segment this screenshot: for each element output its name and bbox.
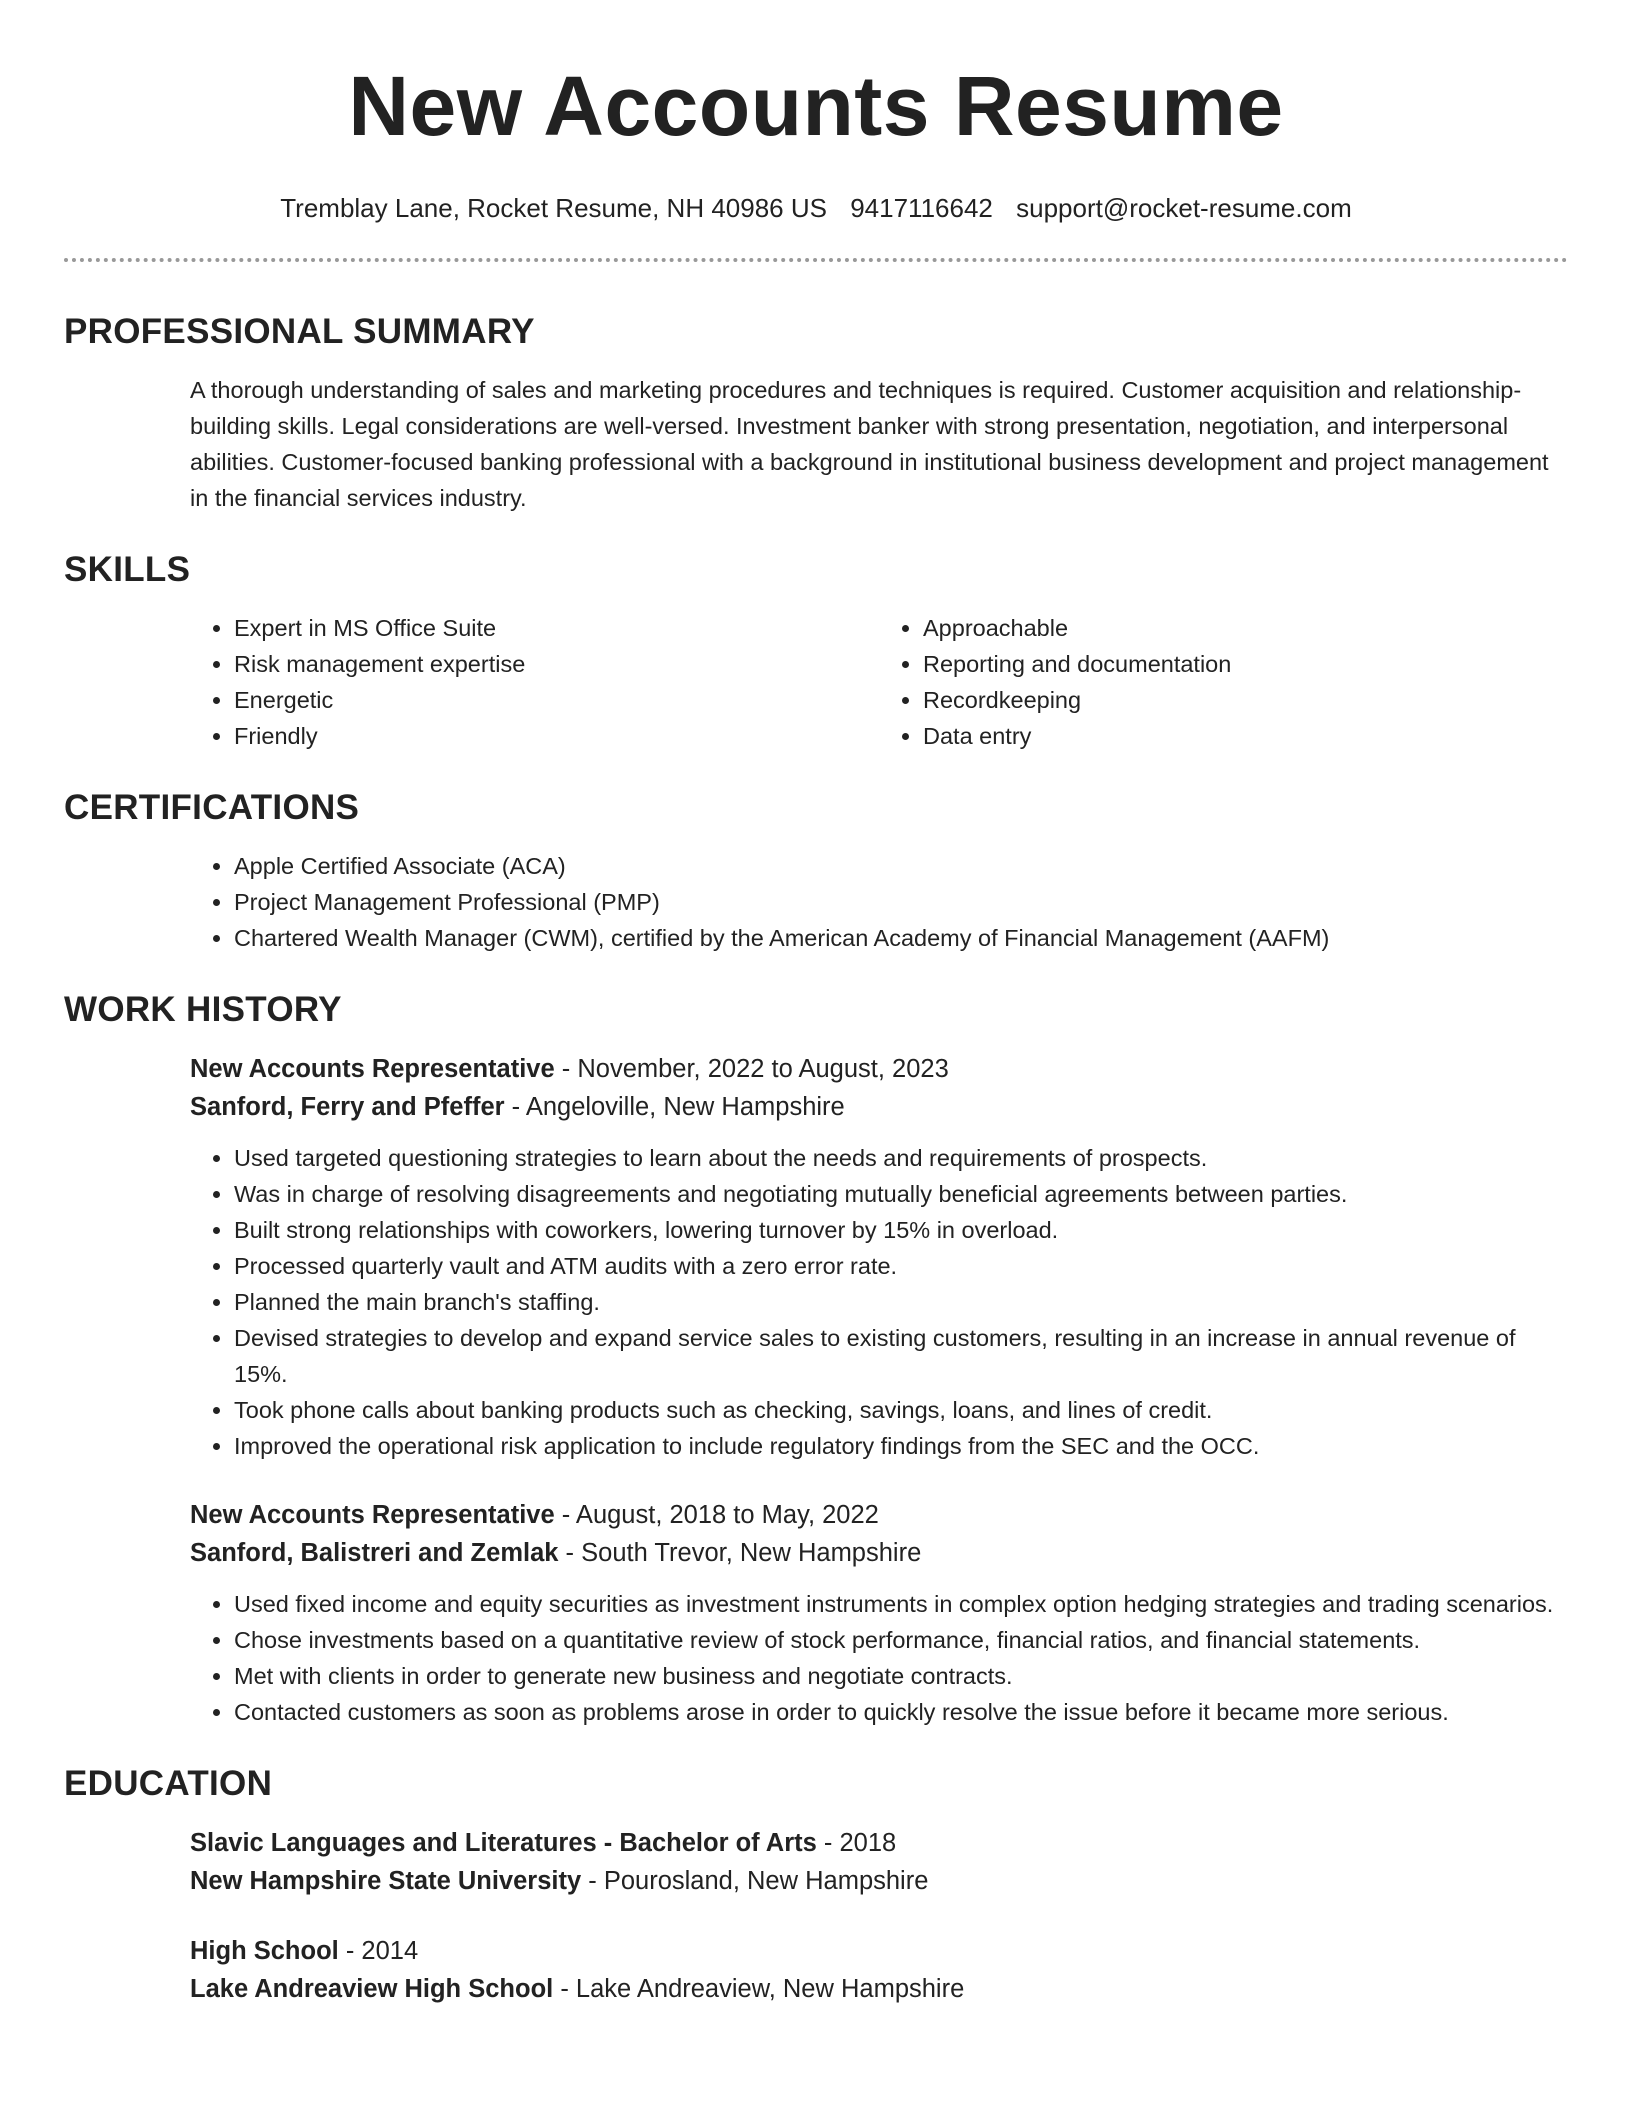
education-section xyxy=(64,1762,1568,2008)
job-title-line xyxy=(190,1050,1568,1088)
job-title-line xyxy=(190,1496,1568,1534)
job-company: Sanford, Balistreri and Zemlak xyxy=(190,1539,559,1567)
education-location: - Pourosland, New Hampshire xyxy=(588,1867,929,1895)
work-section xyxy=(64,988,1568,1730)
job-dates: - November, 2022 to August, 2023 xyxy=(561,1055,949,1083)
summary-text: A thorough understanding of sales and marketing procedures and techniques is required. Customer acquisition and relationship-building skills. Legal considerations are well-versed. Investment banker with strong presentation, negotiation, and interpersonal abilities. Customer-focused banking professional with a background in institutional business development and project management in the financial services industry. xyxy=(190,377,1549,511)
summary-section xyxy=(64,310,1568,516)
contact-phone: 9417116642 xyxy=(850,193,993,223)
header-divider xyxy=(64,258,1568,262)
job-company-line xyxy=(190,1534,1568,1572)
job-bullet: • Built strong relationships with coworkers, lowering turnover by 15% in overload. xyxy=(234,1212,1568,1248)
contact-line xyxy=(64,192,1568,224)
job-bullet: • Improved the operational risk application to include regulatory findings from the SEC and the OCC. xyxy=(234,1428,1568,1464)
education-school: Lake Andreaview High School xyxy=(190,1975,554,2003)
contact-address: Tremblay Lane, Rocket Resume, NH 40986 US xyxy=(280,193,827,223)
work-heading: WORK HISTORY xyxy=(64,990,342,1029)
education-school-line xyxy=(190,1862,1568,1900)
contact-email: support@rocket-resume.com xyxy=(1016,193,1352,223)
certification-item: • Apple Certified Associate (ACA) xyxy=(234,848,1568,884)
job-bullet: • Chose investments based on a quantitative review of stock performance, financial ratios, and financial statements. xyxy=(234,1622,1568,1658)
education-heading: EDUCATION xyxy=(64,1764,273,1803)
skills-list-left xyxy=(190,610,879,754)
skill-item: • Energetic xyxy=(234,682,879,718)
job-company-line xyxy=(190,1088,1568,1126)
resume-title: New Accounts Resume xyxy=(348,59,1284,153)
job-bullet: • Devised strategies to develop and expand service sales to existing customers, resulting in an increase in annual revenue of 15%. xyxy=(234,1320,1568,1392)
job-bullet: • Used fixed income and equity securities as investment instruments in complex option hedging strategies and trading scenarios. xyxy=(234,1586,1568,1622)
job-dates: - August, 2018 to May, 2022 xyxy=(561,1501,879,1529)
job-entry xyxy=(64,1050,1568,1464)
education-entry xyxy=(64,1824,1568,1900)
job-location: - South Trevor, New Hampshire xyxy=(565,1539,922,1567)
job-title: New Accounts Representative xyxy=(190,1055,555,1083)
job-bullet: • Took phone calls about banking products such as checking, savings, loans, and lines of credit. xyxy=(234,1392,1568,1428)
skill-item: • Friendly xyxy=(234,718,879,754)
job-entry xyxy=(64,1496,1568,1730)
job-company: Sanford, Ferry and Pfeffer xyxy=(190,1093,505,1121)
skill-item: • Expert in MS Office Suite xyxy=(234,610,879,646)
certifications-wrap xyxy=(64,848,1568,956)
certifications-list xyxy=(190,848,1568,956)
skills-heading: SKILLS xyxy=(64,550,191,589)
skill-item: • Recordkeeping xyxy=(923,682,1568,718)
job-bullet: • Planned the main branch's staffing. xyxy=(234,1284,1568,1320)
education-year: - 2014 xyxy=(345,1937,419,1965)
certifications-section xyxy=(64,786,1568,956)
certifications-heading: CERTIFICATIONS xyxy=(64,788,360,827)
job-bullet: • Used targeted questioning strategies to learn about the needs and requirements of prospects. xyxy=(234,1140,1568,1176)
skill-item: • Risk management expertise xyxy=(234,646,879,682)
job-title: New Accounts Representative xyxy=(190,1501,555,1529)
education-degree-line xyxy=(190,1824,1568,1862)
certification-item: • Project Management Professional (PMP) xyxy=(234,884,1568,920)
education-year: - 2018 xyxy=(823,1829,897,1857)
job-location: - Angeloville, New Hampshire xyxy=(511,1093,845,1121)
summary-heading: PROFESSIONAL SUMMARY xyxy=(64,312,535,351)
education-school: New Hampshire State University xyxy=(190,1867,582,1895)
skills-grid xyxy=(64,610,1568,754)
education-degree: High School xyxy=(190,1937,339,1965)
job-bullet: • Processed quarterly vault and ATM audits with a zero error rate. xyxy=(234,1248,1568,1284)
education-degree-line xyxy=(190,1932,1568,1970)
education-school-line xyxy=(190,1970,1568,2008)
skills-list-right xyxy=(879,610,1568,754)
skill-item: • Approachable xyxy=(923,610,1568,646)
job-bullet: • Met with clients in order to generate new business and negotiate contracts. xyxy=(234,1658,1568,1694)
education-degree: Slavic Languages and Literatures - Bachelor of Arts xyxy=(190,1829,817,1857)
skill-item: • Reporting and documentation xyxy=(923,646,1568,682)
job-bullet: • Was in charge of resolving disagreements and negotiating mutually beneficial agreements between parties. xyxy=(234,1176,1568,1212)
education-location: - Lake Andreaview, New Hampshire xyxy=(560,1975,965,2003)
job-bullets xyxy=(190,1140,1568,1464)
skills-section xyxy=(64,548,1568,754)
certification-item: • Chartered Wealth Manager (CWM), certified by the American Academy of Financial Management (AAFM) xyxy=(234,920,1568,956)
education-entry xyxy=(64,1932,1568,2008)
skill-item: • Data entry xyxy=(923,718,1568,754)
job-bullets xyxy=(190,1586,1568,1730)
job-bullet: • Contacted customers as soon as problems arose in order to quickly resolve the issue before it became more serious. xyxy=(234,1694,1568,1730)
